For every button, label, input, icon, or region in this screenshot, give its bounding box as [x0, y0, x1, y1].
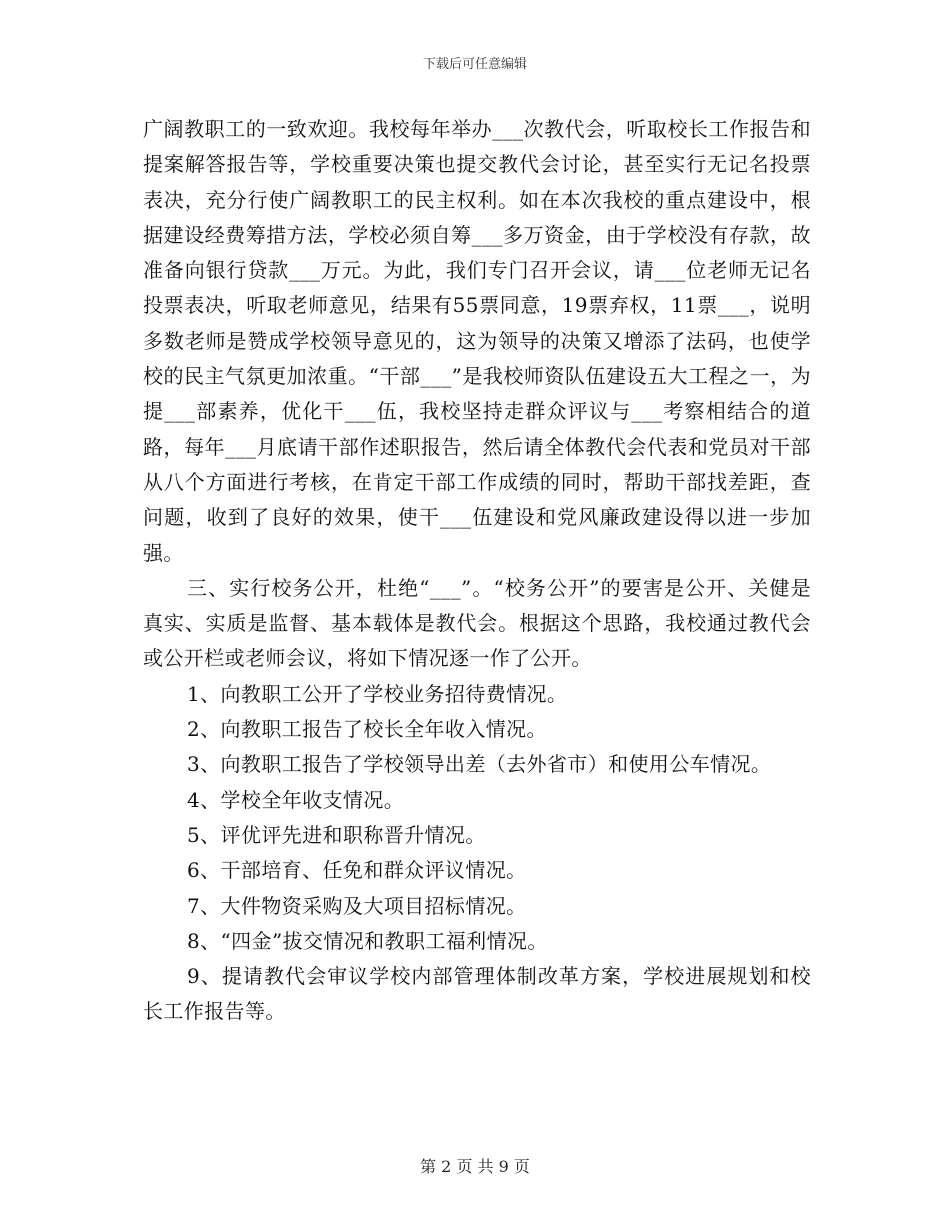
page-footer: 第 2 页 共 9 页 — [420, 1157, 530, 1176]
list-item-4: 4、学校全年收支情况。 — [187, 787, 405, 812]
list-item-2: 2、向教职工报告了校长全年收入情况。 — [187, 717, 547, 742]
list-item-9: 9、提请教代会审议学校内部管理体制改革方案，学校进展规划和校长工作报告等。 — [143, 964, 811, 1024]
list-item-6: 6、干部培育、任免和群众评议情况。 — [187, 858, 527, 883]
list-item-3: 3、向教职工报告了学校领导出差（去外省市）和使用公车情况。 — [187, 752, 772, 777]
document-body — [143, 112, 811, 1030]
list-item-5: 5、评优评先进和职称晋升情况。 — [187, 822, 486, 847]
paragraph-continuation: 广阔教职工的一致欢迎。我校每年举办___次教代会，听取校长工作报告和提案解答报告等，学校重要决策也提交教代会讨论，甚至实行无记名投票表决，充分行使广阔教职工的民主权利。如在本次我校的重点建设中，根据建设经费筹措方法，学校必须自筹___多万资金，由于学校没有存款，故准备向银行贷款___万元。为此，我们专门召开会议，请___位老师无记名投票表决，听取老师意见，结果有55票同意，19票弃权，11票___，说明多数老师是赞成学校领导意见的，这为领导的决策又增添了法码，也使学校的民主气氛更加浓重。“干部___”是我校师资队伍建设五大工程之一，为提___部素养，优化干___伍，我校坚持走群众评议与___考察相结合的道路，每年___月底请干部作述职报告，然后请全体教代会代表和党员对干部从八个方面进行考核，在肯定干部工作成绩的同时，帮助干部找差距，查问题，收到了良好的效果，使干___伍建设和党风廉政建设得以进一步加强。 — [143, 117, 811, 565]
list-item-1: 1、向教职工公开了学校业务招待费情况。 — [187, 681, 568, 706]
page-header: 下载后可任意编辑 — [422, 57, 527, 72]
list-item-7: 7、大件物资采购及大项目招标情况。 — [187, 893, 527, 918]
paragraph-section-three: 三、实行校务公开，杜绝“___”。“校务公开”的要害是公开、关健是真实、实质是监督、基本载体是教代会。根据这个思路，我校通过教代会或公开栏或老师会议，将如下情况逐一作了公开。 — [143, 575, 811, 671]
list-item-8: 8、“四金”拔交情况和教职工福利情况。 — [187, 928, 548, 953]
